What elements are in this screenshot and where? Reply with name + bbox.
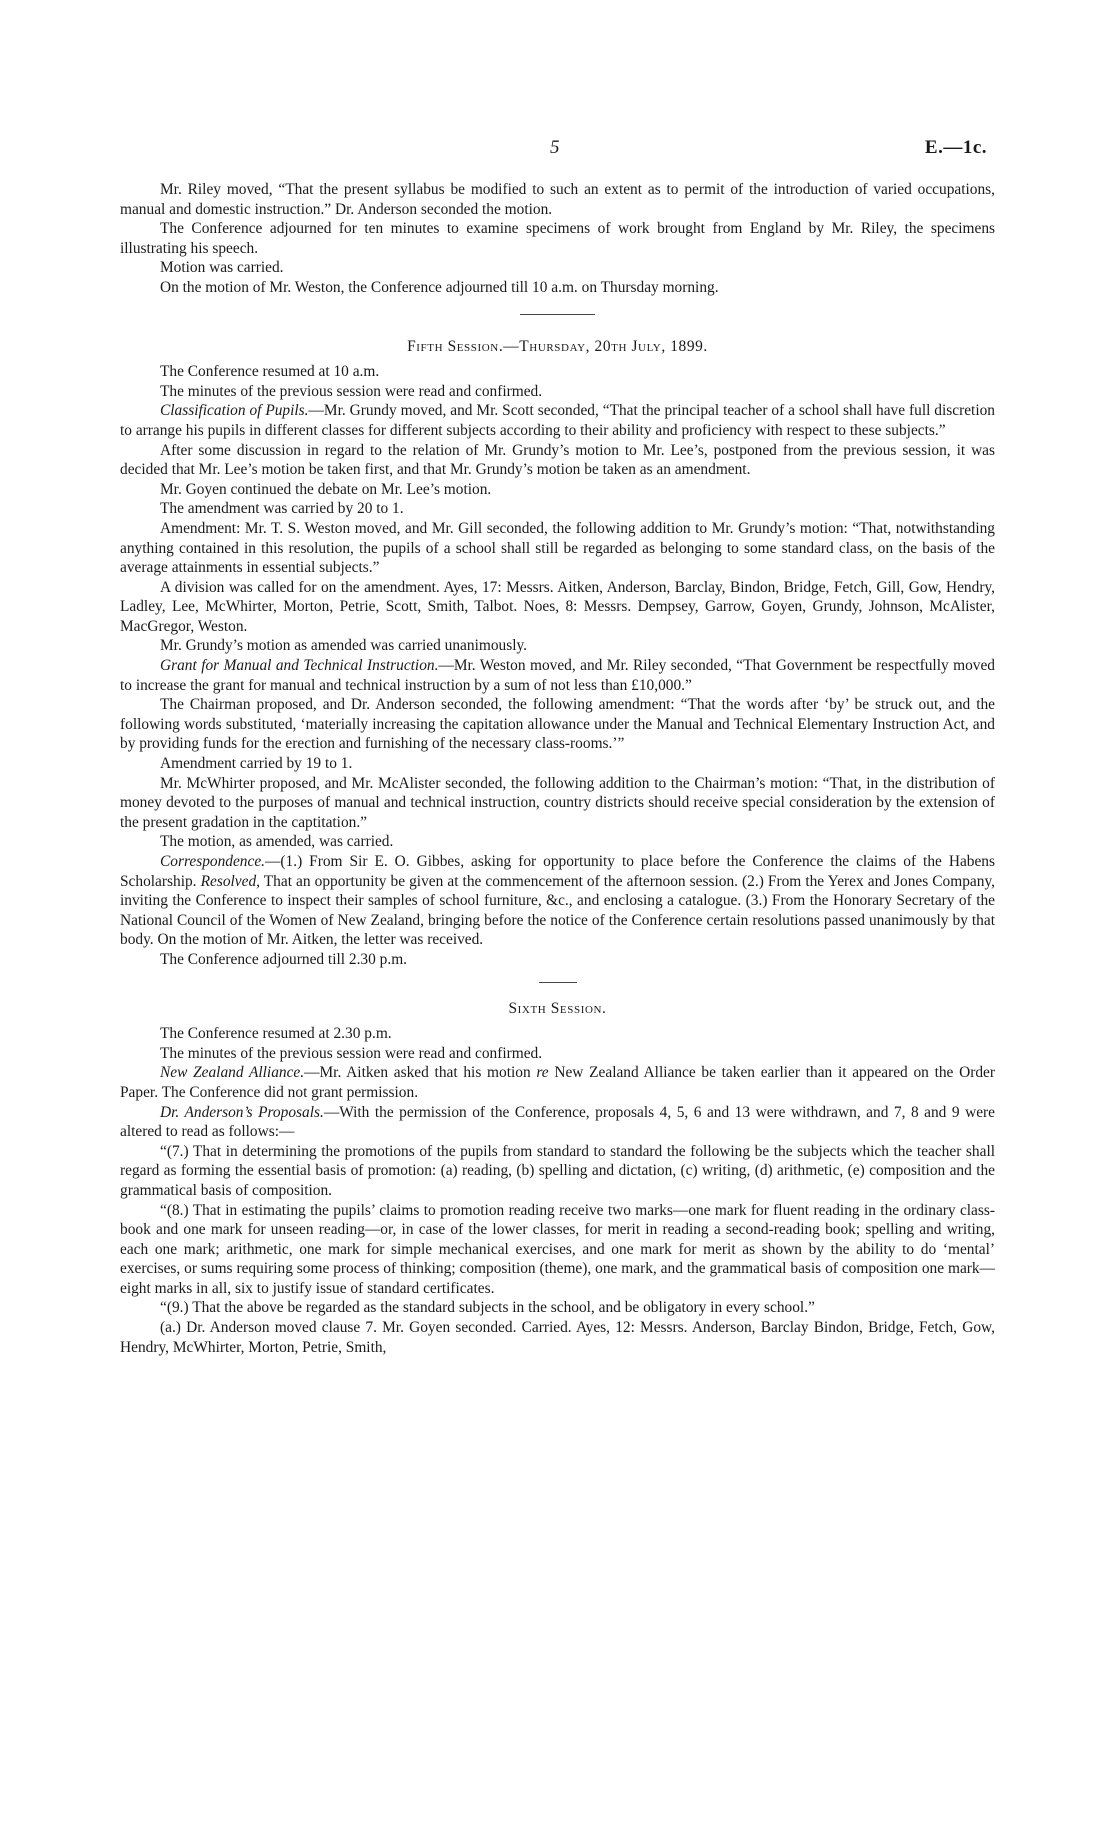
paragraph: The minutes of the previous session were read and confirmed.	[160, 382, 543, 400]
fifth-session-heading: Fifth Session.—Thursday, 20th July, 1899.	[407, 337, 708, 355]
side-heading: Correspondence.	[160, 853, 266, 870]
paragraph: “(7.) That in determining the promotions of the pupils from standard to standard the following be the subjects which the teacher shall regard as forming the essential basis of promotion: (a) reading, (b) spelling and dictation, (c) writing, (d) arithmetic, (e) composition and the grammatical basis of composition.	[120, 1142, 995, 1199]
paragraph: The minutes of the previous session were read and confirmed.	[160, 1044, 543, 1062]
paragraph: Amendment: Mr. T. S. Weston moved, and Mr. Gill seconded, the following addition to Mr. Grundy’s motion: “That, notwithstanding anything contained in this resolution, the pupils of a school shall still be regarded as belonging to some standard class, on the basis of the average attainments in essential subjects.”	[120, 519, 995, 577]
paragraph: On the motion of Mr. Weston, the Conference adjourned till 10 a.m. on Thursday morning.	[160, 278, 719, 296]
section-divider	[520, 314, 595, 315]
paragraph: (a.) Dr. Anderson moved clause 7. Mr. Goyen seconded. Carried. Ayes, 12: Messrs. Anderson, Barclay Bindon, Bridge, Fetch, Gow, Hendry, McWhirter, Morton, Petrie, Smith,	[120, 1319, 995, 1356]
side-heading: Dr. Anderson’s Proposals.	[160, 1103, 324, 1121]
paragraph: The Conference resumed at 10 a.m.	[160, 363, 380, 381]
paragraph: Dr. Anderson’s Proposals.—With the permission of the Conference, proposals 4, 5, 6 and 13 were withdrawn, and 7, 8 and 9 were altered to read as follows:—	[120, 1103, 995, 1141]
document-body	[120, 180, 995, 1357]
section-divider	[539, 982, 577, 983]
paragraph: Mr. Riley moved, “That the present syllabus be modified to such an extent as to permit of the introduction of varied occupations, manual and domestic instruction.” Dr. Anderson seconded the motion.	[120, 181, 995, 218]
paragraph: Amendment carried by 19 to 1.	[160, 755, 353, 773]
page-header	[120, 137, 995, 161]
page-number: 5	[550, 137, 560, 158]
paragraph: “(9.) That the above be regarded as the standard subjects in the school, and be obligatory in every school.”	[160, 1299, 815, 1317]
sixth-session-heading: Sixth Session.	[508, 999, 607, 1017]
paragraph: Classification of Pupils.—Mr. Grundy moved, and Mr. Scott seconded, “That the principal teacher of a school shall have full discretion to arrange his pupils in different classes for different subjects according to their ability and proficiency with respect to these subjects.”	[120, 402, 995, 439]
paragraph: The Conference resumed at 2.30 p.m.	[160, 1025, 392, 1043]
side-heading: Classification of Pupils.	[160, 402, 309, 420]
paragraph: The Chairman proposed, and Dr. Anderson seconded, the following amendment: “That the words after ‘by’ be struck out, and the following words substituted, ‘materially increasing the capitation allowance under the Manual and Technical Elementary Instruction Act, and by providing funds for the erection and furnishing of the necessary class-rooms.’”	[120, 696, 995, 753]
side-heading: New Zealand Alliance.	[160, 1064, 305, 1082]
document-reference: E.—1c.	[924, 137, 987, 158]
paragraph: Motion was carried.	[160, 259, 284, 277]
paragraph: The Conference adjourned till 2.30 p.m.	[160, 950, 408, 968]
paragraph: “(8.) That in estimating the pupils’ claims to promotion reading receive two marks—one mark for fluent reading in the ordinary class-book and one mark for unseen reading—or, in case of the lower classes, for merit in reading a second-reading book; spelling and writing, each one mark; arithmetic, one mark for simple mechanical exercises, and one mark for merit as shown by the ability to do ‘mental’ exercises, or sums requiring some process of thinking; composition (theme), one mark, and the grammatical basis of composition one mark—eight marks in all, six to justify issue of standard certificates.	[120, 1201, 995, 1297]
paragraph: After some discussion in regard to the relation of Mr. Grundy’s motion to Mr. Lee’s, postponed from the previous session, it was decided that Mr. Lee’s motion be taken first, and that Mr. Grundy’s motion be taken as an amendment.	[120, 441, 995, 479]
paragraph: Mr. Goyen continued the debate on Mr. Lee’s motion.	[160, 480, 492, 498]
paragraph: Grant for Manual and Technical Instruction.—Mr. Weston moved, and Mr. Riley seconded, “That Government be respectfully moved to increase the grant for manual and technical instruction by a sum of not less than £10,000.”	[120, 657, 995, 694]
side-heading: Grant for Manual and Technical Instruction.	[160, 657, 439, 675]
paragraph: The motion, as amended, was carried.	[160, 833, 394, 851]
paragraph: Mr. Grundy’s motion as amended was carried unanimously.	[160, 637, 528, 655]
paragraph: The amendment was carried by 20 to 1.	[160, 500, 404, 518]
paragraph: Mr. McWhirter proposed, and Mr. McAlister seconded, the following addition to the Chairman’s motion: “That, in the distribution of money devoted to the purposes of manual and technical instruction, country districts should receive special consideration by the extension of the present gradation in the captitation.”	[120, 774, 995, 831]
paragraph: The Conference adjourned for ten minutes to examine specimens of work brought from England by Mr. Riley, the specimens illustrating his speech.	[120, 220, 995, 257]
paragraph: New Zealand Alliance.—Mr. Aitken asked that his motion re New Zealand Alliance be taken earlier than it appeared on the Order Paper. The Conference did not grant permission.	[120, 1064, 996, 1101]
paragraph: A division was called for on the amendment. Ayes, 17: Messrs. Aitken, Anderson, Barclay, Bindon, Bridge, Fetch, Gill, Gow, Hendry, Ladley, Lee, McWhirter, Morton, Petrie, Scott, Smith, Talbot. Noes, 8: Messrs. Dempsey, Garrow, Goyen, Grundy, Johnson, McAlister, MacGregor, Weston.	[120, 578, 995, 635]
paragraph: Correspondence.—(1.) From Sir E. O. Gibbes, asking for opportunity to place before the Conference the claims of the Habens Scholarship. Resolved, That an opportunity be given at the commencement of the afternoon session. (2.) From the Yerex and Jones Company, inviting the Conference to inspect their samples of school furniture, &c., and enclosing a catalogue. (3.) From the Honorary Secretary of the National Council of the Women of New Zealand, bringing before the notice of the Conference certain resolutions passed unanimously by that body. On the motion of Mr. Aitken, the letter was received.	[120, 853, 995, 949]
